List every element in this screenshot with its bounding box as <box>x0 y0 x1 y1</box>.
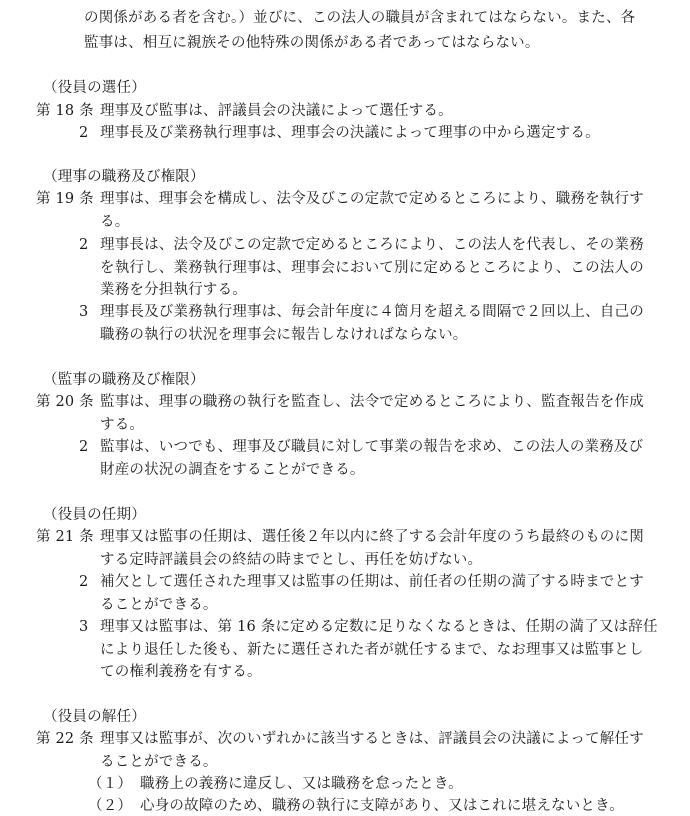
article-text: 理事は、理事会を構成し、法令及びこの定款で定めるところにより、職務を執行す <box>100 191 644 207</box>
paragraph-text: 理事又は監事は、第 16 条に定める定数に足りなくなるときは、任期の満了又は辞任 <box>100 619 658 635</box>
article-label: 第 22 条 <box>36 731 94 747</box>
paragraph-number: 3 <box>79 304 89 320</box>
paragraph-text: を執行し、業務執行理事は、理事会において別に定めるところにより、この法人の <box>100 260 644 276</box>
body-text-line: 監事は、相互に親族その他特殊の関係がある者であってはならない。 <box>84 35 540 51</box>
paragraph-text: 監事は、いつでも、理事及び職員に対して事業の報告を求め、この法人の業務及び <box>100 439 644 455</box>
paragraph-text: 理事長及び業務執行理事は、理事会の決議によって理事の中から選定する。 <box>100 125 600 141</box>
paragraph-text: 職務の執行の状況を理事会に報告しなければならない。 <box>100 327 468 343</box>
paragraph-text: 理事長は、法令及びこの定款で定めるところにより、この法人を代表し、その業務 <box>100 237 644 253</box>
section-heading: （役員の選任） <box>43 80 146 96</box>
body-text-line: の関係がある者を含む。）並びに、この法人の職員が含まれてはならない。また、各 <box>84 10 636 26</box>
section-heading: （役員の任期） <box>43 507 146 523</box>
article-text: する定時評議員会の終結の時までとし、再任を妨げない。 <box>100 552 483 568</box>
section-heading: （役員の解任） <box>43 709 146 725</box>
paragraph-text: 業務を分担執行する。 <box>100 282 247 298</box>
paragraph-text: 補欠として選任された理事又は監事の任期は、前任者の任期の満了する時までとす <box>100 574 644 590</box>
article-label: 第 18 条 <box>36 103 94 119</box>
section-heading: （監事の職務及び権限） <box>43 372 205 388</box>
paragraph-number: 2 <box>79 237 89 253</box>
paragraph-number: 2 <box>79 439 89 455</box>
paragraph-text: ることができる。 <box>100 597 218 613</box>
article-text: ることができる。 <box>100 754 218 770</box>
list-item-text: 職務上の義務に違反し、又は職務を怠ったとき。 <box>140 776 463 792</box>
list-item-text: 心身の故障のため、職務の執行に支障があり、又はこれに堪えないとき。 <box>140 798 624 814</box>
paragraph-text: 財産の状況の調査をすることができる。 <box>100 462 365 478</box>
paragraph-text: により退任した後も、新たに選任された者が就任するまで、なお理事又は監事とし <box>100 642 644 658</box>
article-text: 理事又は監事が、次のいずれかに該当するときは、評議員会の決議によって解任す <box>100 731 644 747</box>
article-label: 第 21 条 <box>36 529 94 545</box>
article-text: る。 <box>100 214 130 230</box>
article-text: 理事又は監事の任期は、選任後２年以内に終了する会計年度のうち最終のものに関 <box>100 529 644 545</box>
paragraph-text: 理事長及び業務執行理事は、毎会計年度に４箇月を超える間隔で２回以上、自己の <box>100 304 644 320</box>
article-label: 第 20 条 <box>36 394 94 410</box>
article-text: 理事及び監事は、評議員会の決議によって選任する。 <box>100 103 453 119</box>
article-text: する。 <box>100 417 145 433</box>
section-heading: （理事の職務及び権限） <box>43 169 205 185</box>
list-item-label: （２） <box>88 798 133 814</box>
list-item-label: （１） <box>88 776 133 792</box>
article-text: 監事は、理事の職務の執行を監査し、法令で定めるところにより、監査報告を作成 <box>100 394 644 410</box>
paragraph-text: ての権利義務を有する。 <box>100 664 262 680</box>
paragraph-number: 2 <box>79 574 89 590</box>
paragraph-number: 3 <box>79 619 89 635</box>
article-label: 第 19 条 <box>36 191 94 207</box>
paragraph-number: 2 <box>79 125 89 141</box>
